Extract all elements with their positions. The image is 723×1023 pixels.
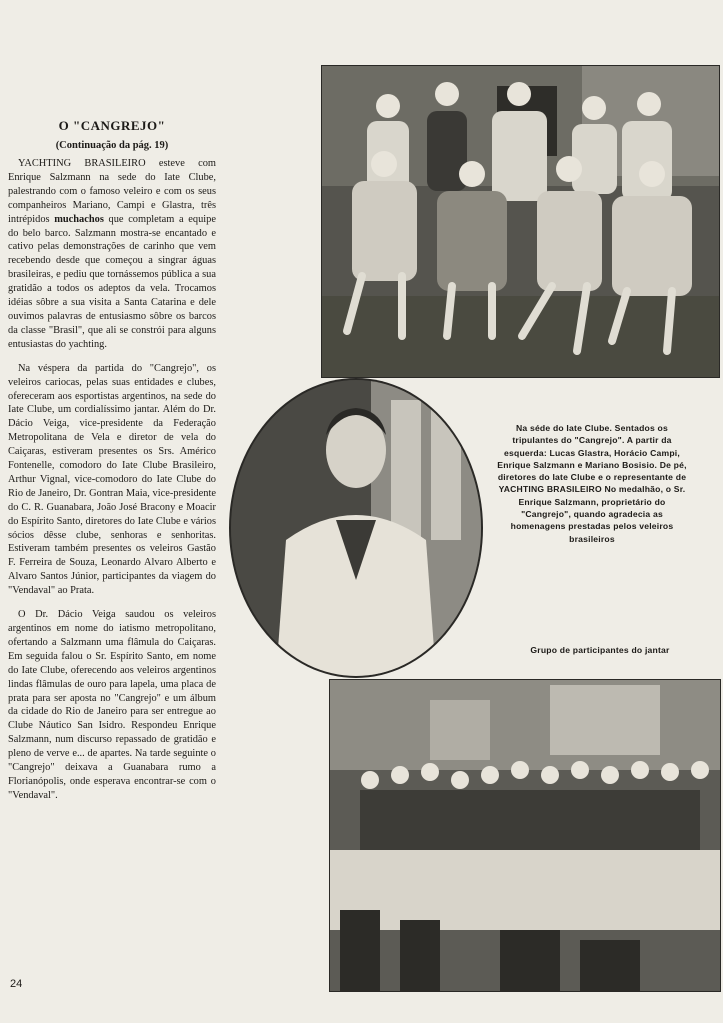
article-paragraph-2: Na véspera da partida do "Cangrejo", os veleiros cariocas, pelas suas entidades e clubes, ofereceram aos esportistas argentinos, na sede do Iate Clube, um cordialíssimo jantar. Além do Dr. Dácio Veiga, vice-presidente da Federação Metropolitana de Vela e diretor de vela do Caiçaras, estiveram presentes os Srs. Américo Fontenelle, comodoro do Iate Clube Brasileiro, Arthur Vignal, vice-comodoro do Iate Clube do Rio de Janeiro, Dr. Gontran Maia, vice-presidente do C. R. Guanabara, João José Bracony e Moacir do Espírito Santo, diretores do Iate Clube e vários sócios dêsse clube, senhoras e senhoritas. Estiveram também presentes os veleiros Gastão F. Ferreira de Souza, Leonardo Alvaro Alberto e Alvaro Santos Júnior, participantes da viagem do "Vendaval" ao Prata. <box>8 362 216 597</box>
article-column <box>8 118 216 813</box>
group-photo-caption: Na séde do Iate Clube. Sentados os tripulantes do "Cangrejo". A partir da esquerda: Lucas Glastra, Horácio Campi, Enrique Salzmann e Mariano Bosisio. De pé, diretores do Iate Clube e o representante de YACHTING BRASILEIRO No medalhão, o Sr. Enrique Salzmann, proprietário do "Cangrejo", quando agradecia as homenagens prestadas pelos veleiros brasileiros <box>497 423 687 544</box>
article-subtitle: (Continuação da pág. 19) <box>55 140 169 151</box>
salzmann-medallion-photo <box>231 380 481 676</box>
crew-group-photo <box>322 66 719 377</box>
paragraph-1-text-a: YACHTING BRASILEIRO esteve com Enrique Salzmann na sede do Iate Clube, palestrando com o famoso veleiro e com os seus companheiros Mariano, Campi e Glastra, três intrépidos <box>8 158 216 225</box>
article-title: O "CANGREJO" <box>58 118 166 133</box>
paragraph-1-emphasis: muchachos <box>54 213 104 225</box>
article-paragraph-1 <box>8 157 216 352</box>
article-paragraph-3: O Dr. Dácio Veiga saudou os veleiros argentinos em nome do iatismo metropolitano, ofertando a Salzmann uma flâmula do Caiçaras. Em seguida falou o Sr. Espírito Santo, em nome do Iate Clube, oferecendo aos veleiros argentinos lindas flâmulas de ouro para lapela, uma placa de prata para ser aposta no "Cangrejo" e um álbum da cidade do Rio de Janeiro para ser entregue ao Clube Náutico San Isidro. Respondeu Enrique Salzmann, num discurso repassado de gratidão e pleno de verve e... de apartes. Na tarde seguinte o "Cangrejo" deixava a Guanabara rumo a Florianópolis, onde esperava encontrar-se com o "Vendaval". <box>8 609 216 801</box>
page-number: 24 <box>10 978 23 990</box>
dinner-group-photo <box>330 680 720 991</box>
dinner-photo-caption: Grupo de participantes do jantar <box>530 645 670 655</box>
paragraph-1-text-b: que completam a equipe do belo barco. Salzmann mostra-se encantado e cativo pelas demonstrações de carinho que vem recebendo desde que começou a singrar águas brasileiras, e pediu que tornássemos pública a sua gratidão a todos os adeptos da vela. Trocamos idéias sôbre a sua visita a Santa Catarina e dele ouvimos palavras de entusiasmo sôbre os barcos da classe "Brasil", que ali se constrói para alguns entusiastas do yachting. <box>8 213 216 350</box>
